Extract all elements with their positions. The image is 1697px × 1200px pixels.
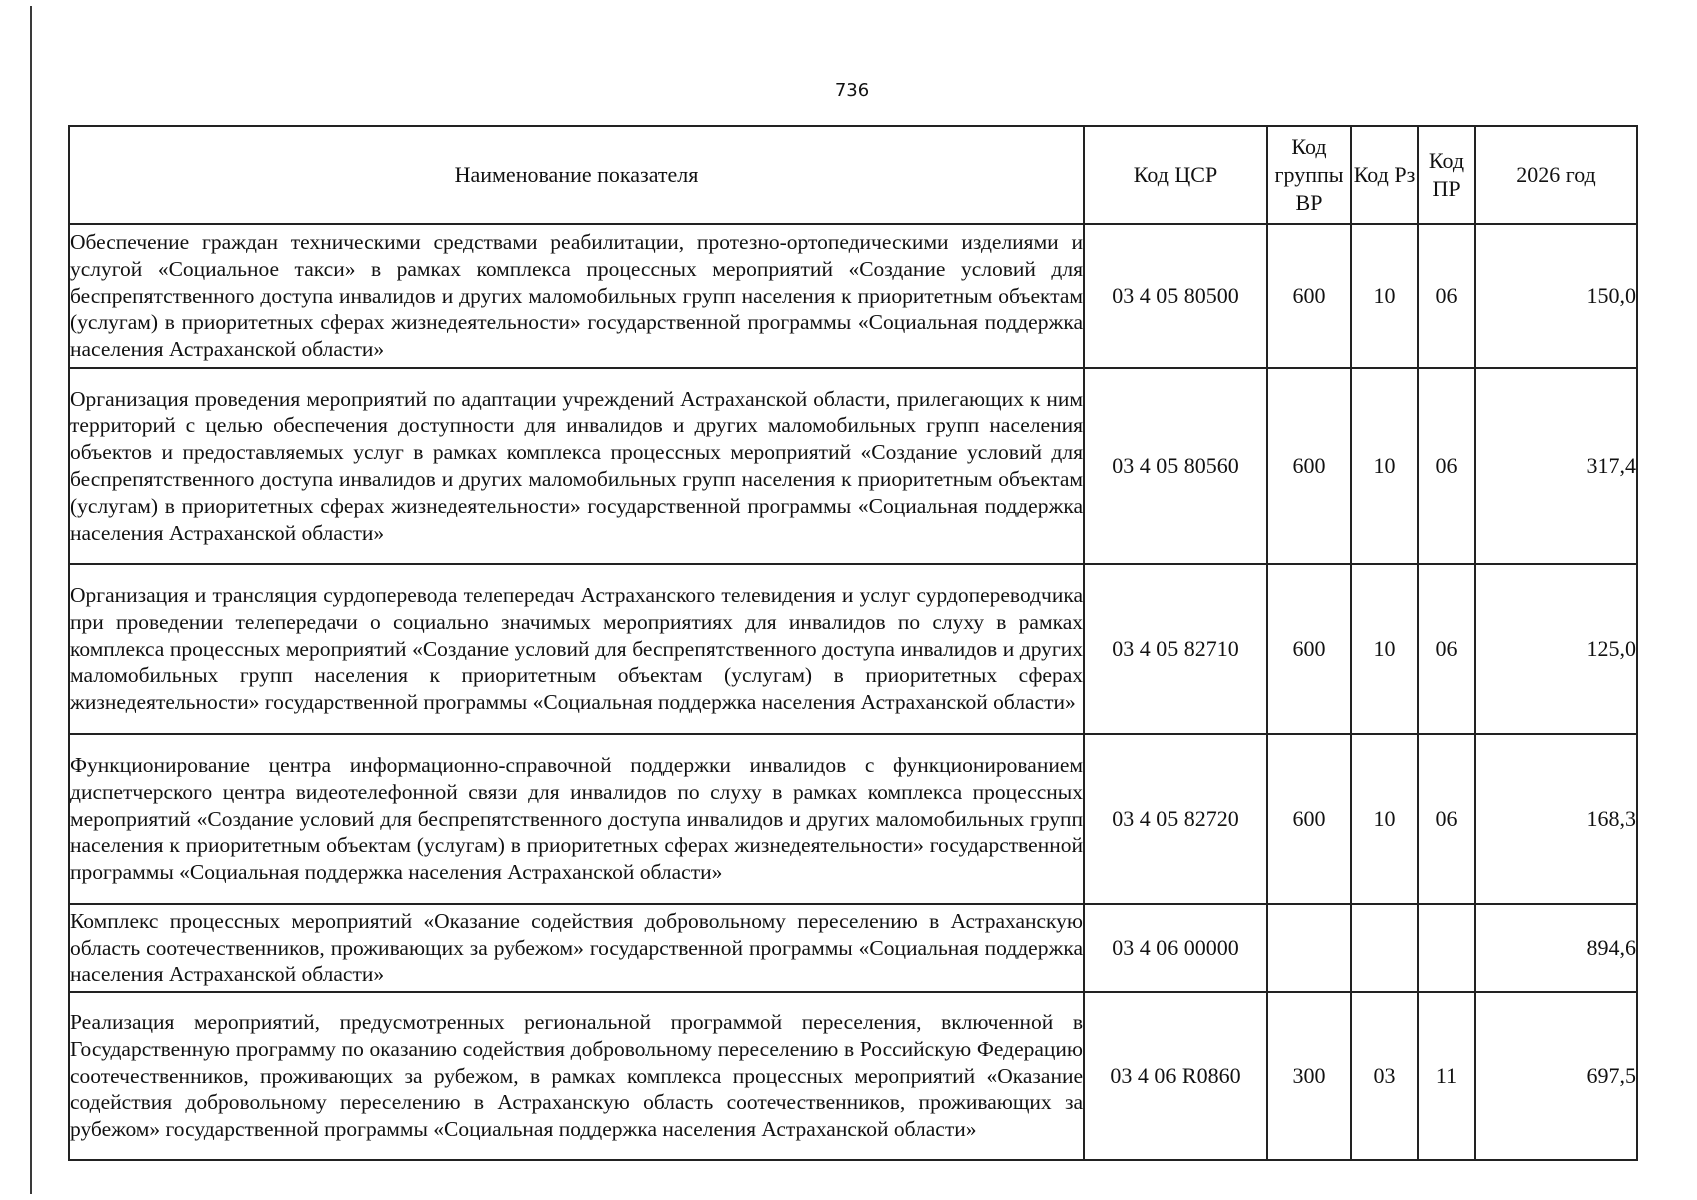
- row-rz-code: 10: [1351, 734, 1418, 904]
- header-pr-code: Код ПР: [1418, 126, 1475, 224]
- row-csr-code: 03 4 05 82710: [1084, 564, 1267, 734]
- row-amount: 894,6: [1475, 904, 1637, 992]
- header-vr-code: Код группы ВР: [1267, 126, 1351, 224]
- table-row: [69, 734, 1637, 904]
- row-amount: 697,5: [1475, 992, 1637, 1160]
- row-pr-code: 06: [1418, 224, 1475, 368]
- row-vr-code: 300: [1267, 992, 1351, 1160]
- table-row: [69, 904, 1637, 992]
- row-csr-code: 03 4 06 00000: [1084, 904, 1267, 992]
- row-rz-code: 03: [1351, 992, 1418, 1160]
- row-rz-code: [1351, 904, 1418, 992]
- row-pr-code: 06: [1418, 368, 1475, 564]
- row-vr-code: [1267, 904, 1351, 992]
- row-vr-code: 600: [1267, 734, 1351, 904]
- row-pr-code: 11: [1418, 992, 1475, 1160]
- row-rz-code: 10: [1351, 224, 1418, 368]
- row-csr-code: 03 4 05 82720: [1084, 734, 1267, 904]
- row-name: Реализация мероприятий, предусмотренных региональной программой переселения, включенной в Государственную программу по оказанию содействия добровольному переселению в Российскую Федерацию соотечественников, проживающих за рубежом, в рамках комплекса процессных мероприятий «Оказание содействия добровольному переселению в Астраханскую область соотечественников, проживающих за рубежом» государственной программы «Социальная поддержка населения Астраханской области»: [69, 992, 1084, 1160]
- row-vr-code: 600: [1267, 564, 1351, 734]
- row-name: Организация и трансляция сурдоперевода телепередач Астраханского телевидения и услуг сурдопереводчика при проведении телепередачи о социально значимых мероприятиях для инвалидов по слуху в рамках комплекса процессных мероприятий «Создание условий для беспрепятственного доступа инвалидов и других маломобильных групп населения к приоритетным объектам (услугам) в приоритетных сферах жизнедеятельности» государственной программы «Социальная поддержка населения Астраханской области»: [69, 564, 1084, 734]
- row-amount: 317,4: [1475, 368, 1637, 564]
- table-row: [69, 992, 1637, 1160]
- row-pr-code: 06: [1418, 734, 1475, 904]
- table-row: [69, 368, 1637, 564]
- table-header-row: [69, 126, 1637, 224]
- row-rz-code: 10: [1351, 564, 1418, 734]
- row-csr-code: 03 4 05 80500: [1084, 224, 1267, 368]
- row-vr-code: 600: [1267, 224, 1351, 368]
- table-row: [69, 564, 1637, 734]
- row-name: Комплекс процессных мероприятий «Оказание содействия добровольному переселению в Астраханскую область соотечественников, проживающих за рубежом» государственной программы «Социальная поддержка населения Астраханской области»: [69, 904, 1084, 992]
- row-csr-code: 03 4 05 80560: [1084, 368, 1267, 564]
- page-number: 736: [834, 80, 870, 101]
- row-pr-code: [1418, 904, 1475, 992]
- row-name: Организация проведения мероприятий по адаптации учреждений Астраханской области, прилегающих к ним территорий с целью обеспечения доступности для инвалидов и других маломобильных групп населения объектов и предоставляемых услуг в рамках комплекса процессных мероприятий «Создание условий для беспрепятственного доступа инвалидов и других маломобильных групп населения к приоритетным объектам (услугам) в приоритетных сферах жизнедеятельности» государственной программы «Социальная поддержка населения Астраханской области»: [69, 368, 1084, 564]
- header-name: Наименование показателя: [69, 126, 1084, 224]
- header-year: 2026 год: [1475, 126, 1637, 224]
- header-rz-code: Код Рз: [1351, 126, 1418, 224]
- header-csr-code: Код ЦСР: [1084, 126, 1267, 224]
- budget-table: [68, 125, 1638, 1161]
- table-row: [69, 224, 1637, 368]
- row-vr-code: 600: [1267, 368, 1351, 564]
- row-amount: 150,0: [1475, 224, 1637, 368]
- row-rz-code: 10: [1351, 368, 1418, 564]
- row-amount: 125,0: [1475, 564, 1637, 734]
- row-name: Функционирование центра информационно-справочной поддержки инвалидов с функционированием диспетчерского центра видеотелефонной связи для инвалидов по слуху в рамках комплекса процессных мероприятий «Создание условий для беспрепятственного доступа инвалидов и других маломобильных групп населения к приоритетным объектам (услугам) в приоритетных сферах жизнедеятельности» государственной программы «Социальная поддержка населения Астраханской области»: [69, 734, 1084, 904]
- row-amount: 168,3: [1475, 734, 1637, 904]
- row-csr-code: 03 4 06 R0860: [1084, 992, 1267, 1160]
- row-name: Обеспечение граждан техническими средствами реабилитации, протезно-ортопедическими изделиями и услугой «Социальное такси» в рамках комплекса процессных мероприятий «Создание условий для беспрепятственного доступа инвалидов и других маломобильных групп населения к приоритетным объектам (услугам) в приоритетных сферах жизнедеятельности» государственной программы «Социальная поддержка населения Астраханской области»: [69, 224, 1084, 368]
- row-pr-code: 06: [1418, 564, 1475, 734]
- left-margin-line: [30, 6, 32, 1194]
